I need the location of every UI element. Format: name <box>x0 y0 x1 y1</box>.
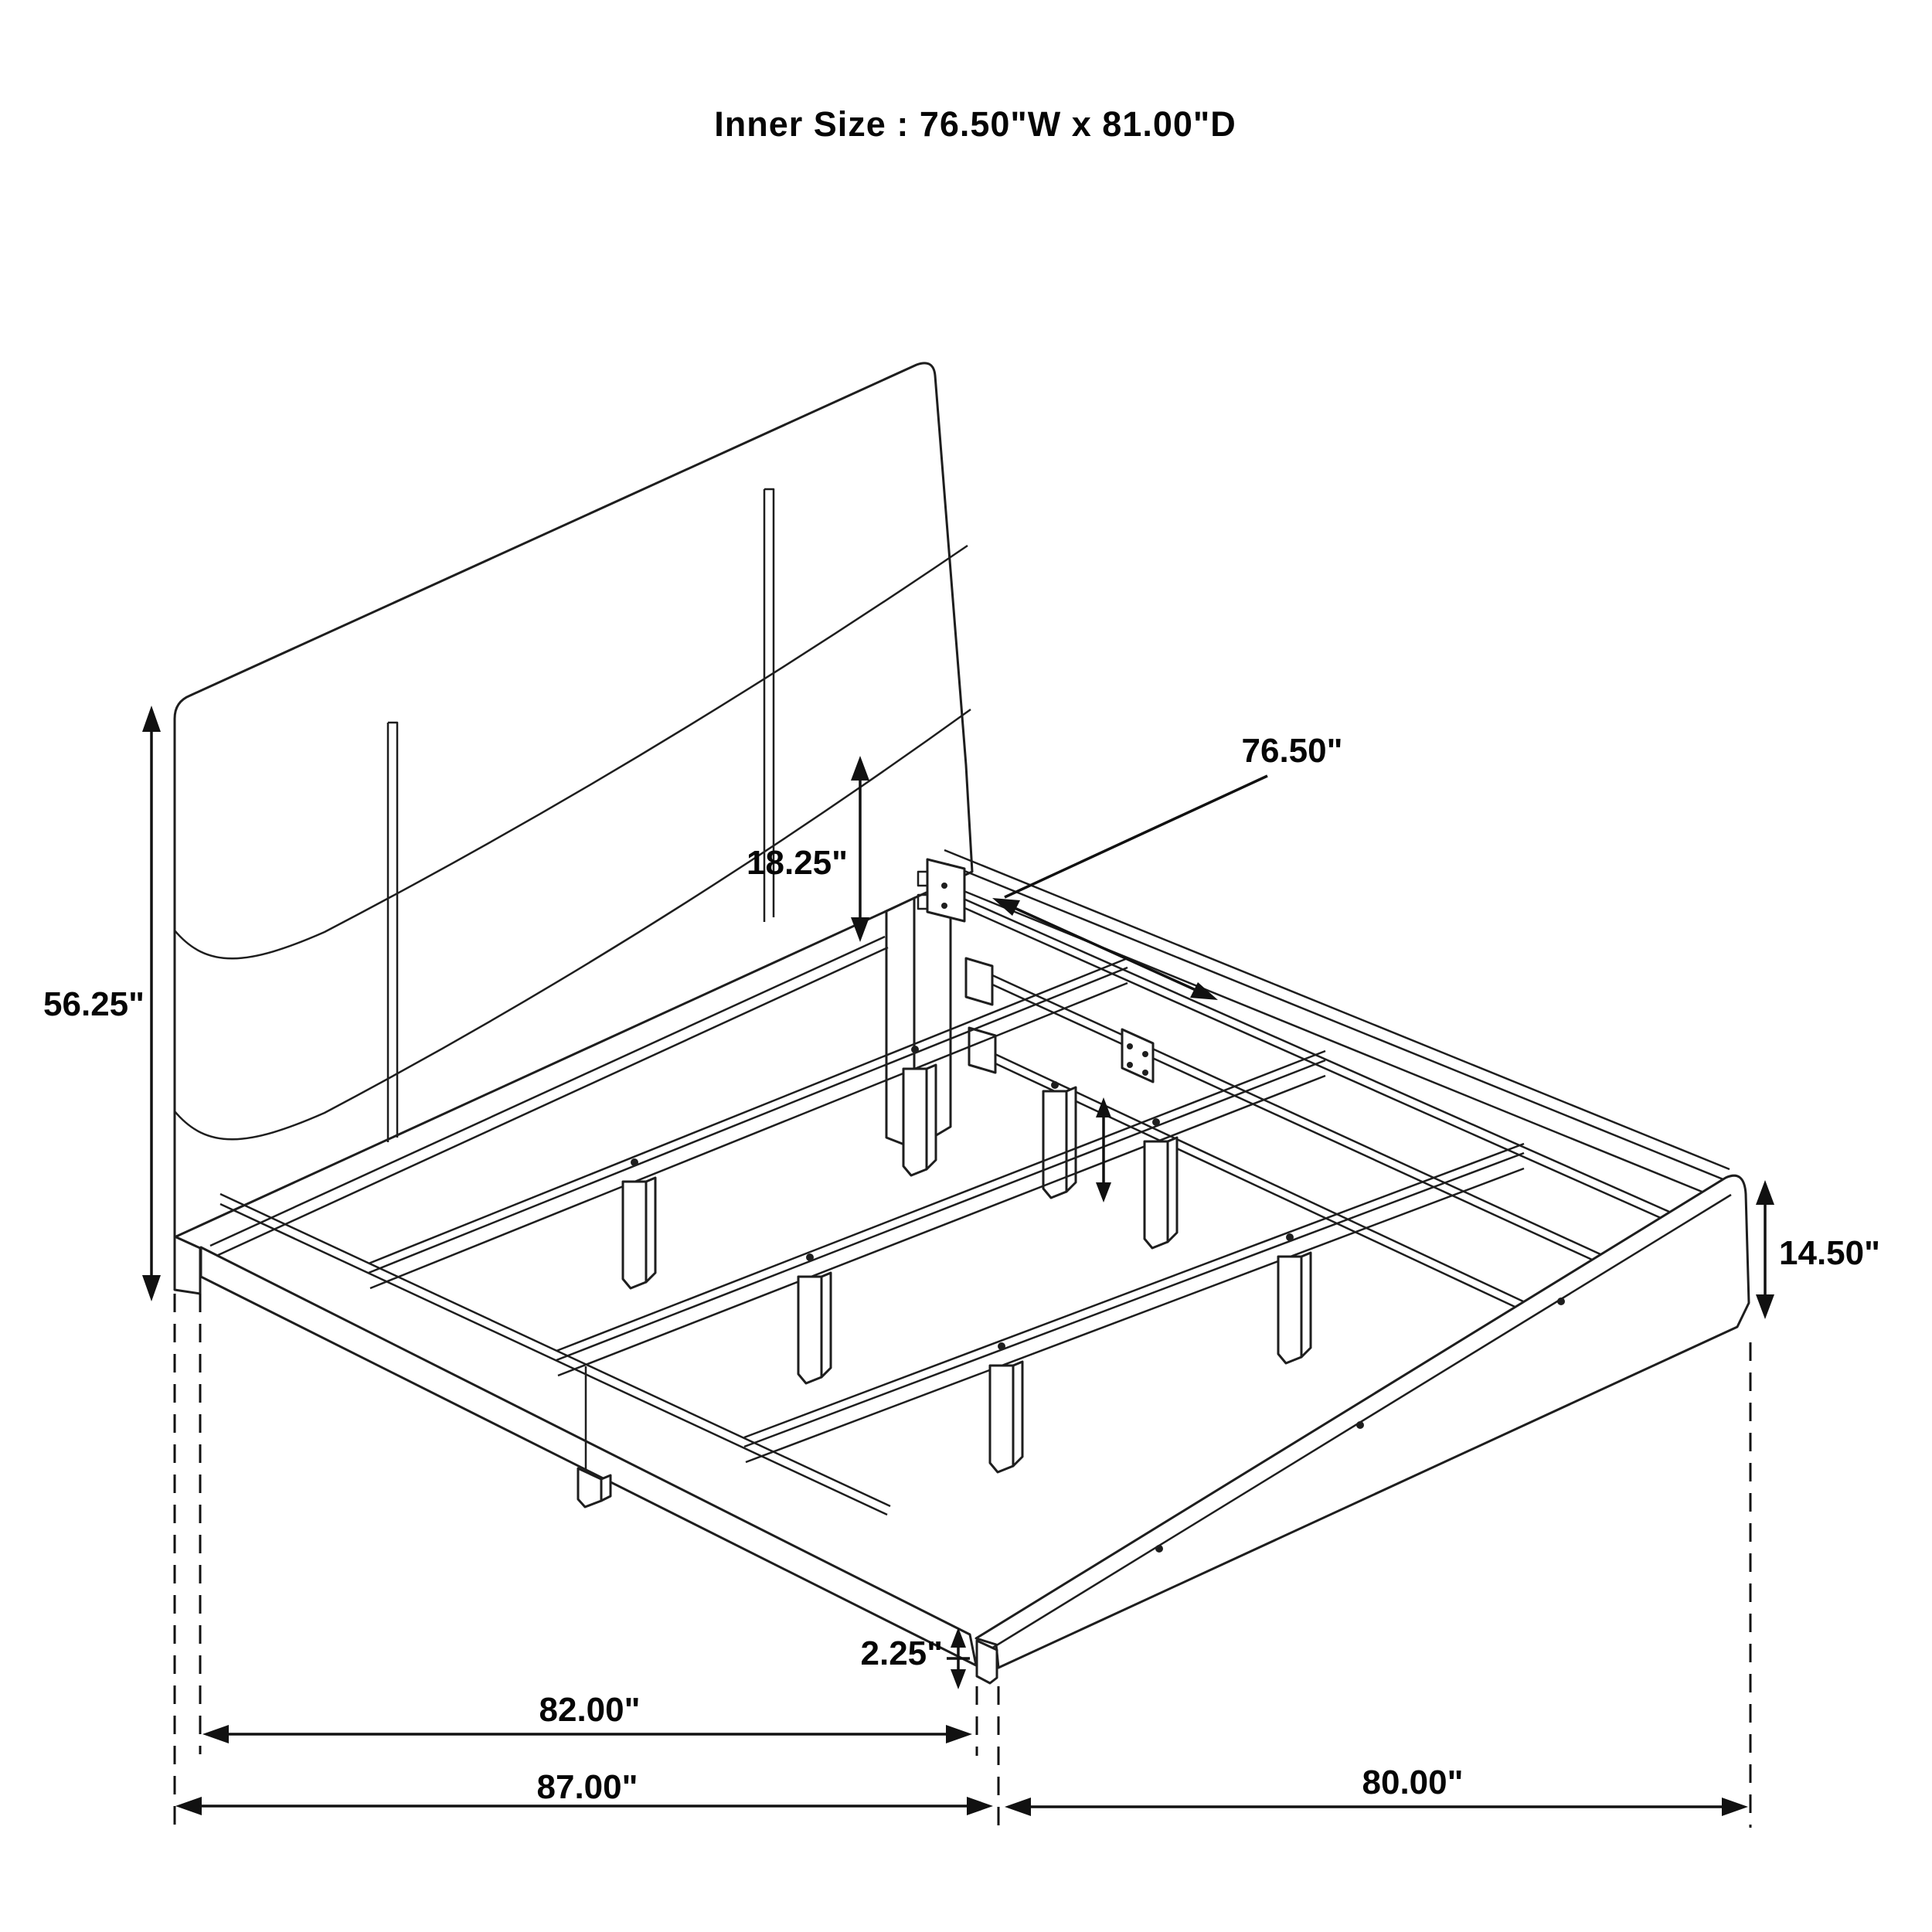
headboard <box>175 363 972 1294</box>
dim-label-headboard-height: 56.25" <box>43 985 145 1023</box>
footboard <box>976 1175 1749 1683</box>
near-side-rail <box>201 1194 976 1665</box>
dim-label-inner-rail: 76.50" <box>1241 732 1343 770</box>
dim-label-corner-leg: 2.25" <box>860 1634 943 1672</box>
slat-leg <box>623 1158 655 1288</box>
dim-inner-rail <box>992 776 1267 1000</box>
slat-leg <box>798 1253 831 1383</box>
dim-label-overall-depth: 87.00" <box>536 1768 638 1806</box>
dim-label-panel-clearance: 18.25" <box>747 844 848 882</box>
dim-label-overall-width: 80.00" <box>1362 1764 1464 1801</box>
diagram-title: Inner Size : 76.50"W x 81.00"D <box>714 104 1236 144</box>
far-side-rail <box>918 850 1734 1221</box>
slat-leg <box>1278 1233 1311 1363</box>
dim-label-inner-depth: 82.00" <box>539 1691 641 1729</box>
dim-footboard-height <box>1756 1180 1774 1319</box>
dim-headboard-height <box>142 706 161 1301</box>
dim-label-footboard-height: 14.50" <box>1779 1234 1880 1272</box>
dim-center-leg <box>1096 1097 1111 1202</box>
slat-leg <box>990 1342 1022 1472</box>
